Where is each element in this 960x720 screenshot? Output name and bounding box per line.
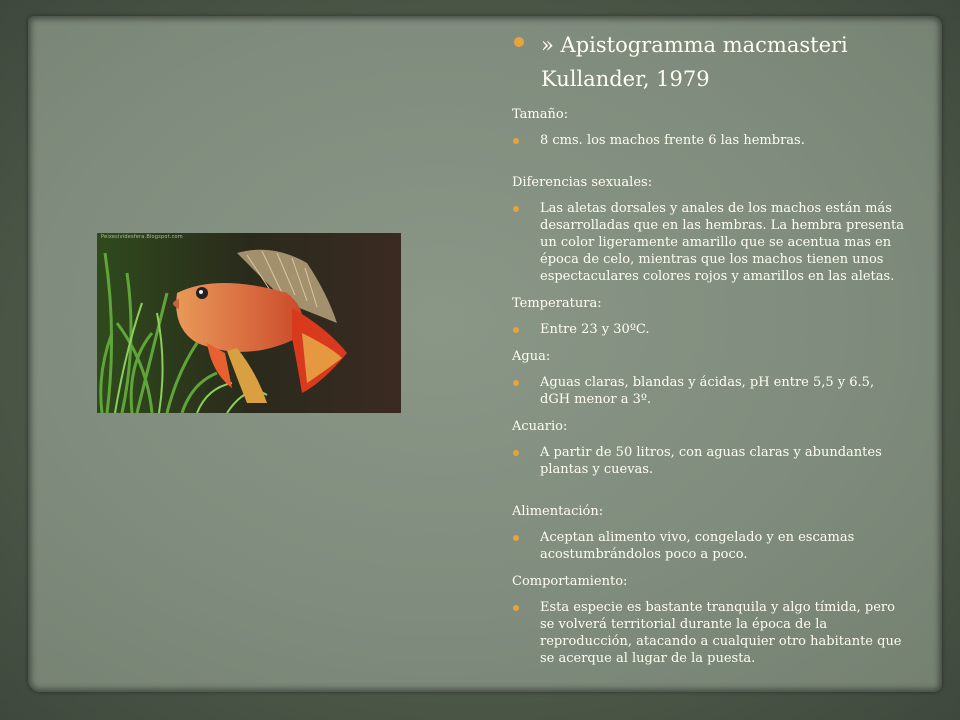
list-item [512,374,907,408]
title-bullet-icon [514,37,524,47]
fish-photo [97,233,401,413]
label-behavior: Comportamiento: [512,574,628,589]
label-aquarium: Acuario: [512,419,568,434]
title-row [512,28,907,96]
item-text: 8 cms. los machos frente 6 las hembras. [540,133,805,148]
item-text: A partir de 50 litros, con aguas claras y abundantes plantas y cuevas. [540,445,882,477]
list-item [512,200,907,285]
item-text: Aguas claras, blandas y ácidas, pH entre 5,5 y 6.5, dGH menor a 3º. [540,375,875,407]
list-item [512,321,907,338]
item-text: Las aletas dorsales y anales de los machos están más desarrolladas que en las hembras. La hembra presenta un color ligeramente amarillo que se acentua mas en época de celo, mientras que los machos tienen unos espectaculares colores rojos y amarillos en las aletas. [540,201,904,284]
photo-watermark: Peixeslvidesfera.Blogspot.com [101,234,183,240]
label-sexual-differences: Diferencias sexuales: [512,175,653,190]
label-size: Tamaño: [512,107,569,122]
fish-illustration [97,233,401,413]
list-item [512,444,907,478]
bullet-icon [513,380,519,386]
label-water: Agua: [512,349,551,364]
bullet-icon [513,535,519,541]
list-item [512,529,907,563]
bullet-icon [513,138,519,144]
label-temperature: Temperatura: [512,296,602,311]
bullet-icon [513,206,519,212]
bullet-icon [513,605,519,611]
slide-title: » Apistogramma macmasteri Kullander, 1979 [541,33,848,91]
list-item [512,132,907,149]
bullet-icon [513,450,519,456]
item-text: Aceptan alimento vivo, congelado y en escamas acostumbrándolos poco a poco. [540,530,855,562]
list-item [512,599,907,667]
bullet-icon [513,327,519,333]
item-text: Entre 23 y 30ºC. [540,322,650,337]
content-column [512,28,907,677]
label-feeding: Alimentación: [512,504,604,519]
item-text: Esta especie es bastante tranquila y algo tímida, pero se volverá territorial durante la época de la reproducción, atacando a cualquier otro habitante que se acerque al lugar de la puesta. [540,600,902,666]
